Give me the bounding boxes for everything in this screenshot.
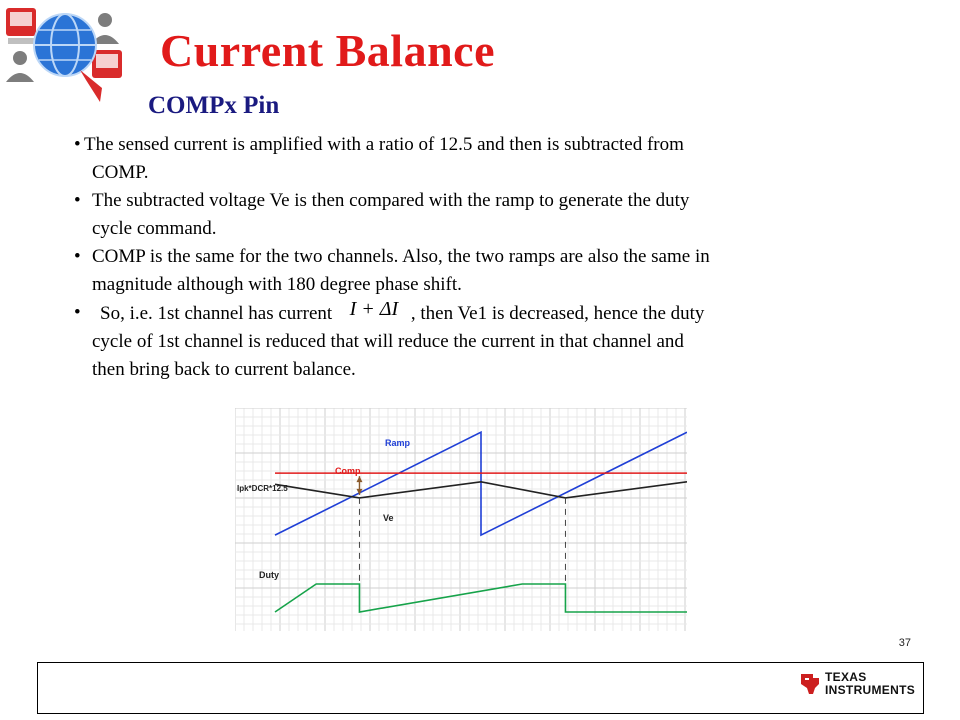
current-formula: I + ΔI [349,298,399,320]
list-item: • The sensed current is amplified with a ratio of 12.5 and then is subtracted from COMP. [74,134,684,183]
list-item: • So, i.e. 1st channel has current I + ΔI , then Ve1 is decreased, hence the duty cycle of 1st channel is reduced that will reduce the current in that channel and then bring back to current balance. [74,299,894,384]
person-icon [98,13,112,27]
ti-logo [799,671,915,697]
list-item: • The subtracted voltage Ve is then compared with the ramp to generate the duty cycle command. [74,190,690,239]
waveform-chart [235,408,687,631]
footer [37,662,924,714]
offset-label: Ipk*DCR*12.5 [237,484,288,493]
comp-label: Comp [335,466,361,476]
bullet-list [74,131,894,384]
brand-line2: INSTRUMENTS [825,683,915,697]
brand-line1: TEXAS [825,670,867,684]
page-number: 37 [898,637,911,649]
duty-label: Duty [259,570,279,580]
person-icon [13,51,27,65]
section-subtitle: COMPx Pin [148,92,280,119]
ramp-label: Ramp [385,438,411,448]
page-title: Current Balance [160,25,496,76]
logo-cluster [0,0,130,105]
list-item: • COMP is the same for the two channels. Also, the two ramps are also the same in magnitude although with 180 degree phase shift. [74,246,710,295]
texas-logo-icon [799,672,821,696]
chart-svg [235,408,687,631]
ve-label: Ve [383,513,394,523]
